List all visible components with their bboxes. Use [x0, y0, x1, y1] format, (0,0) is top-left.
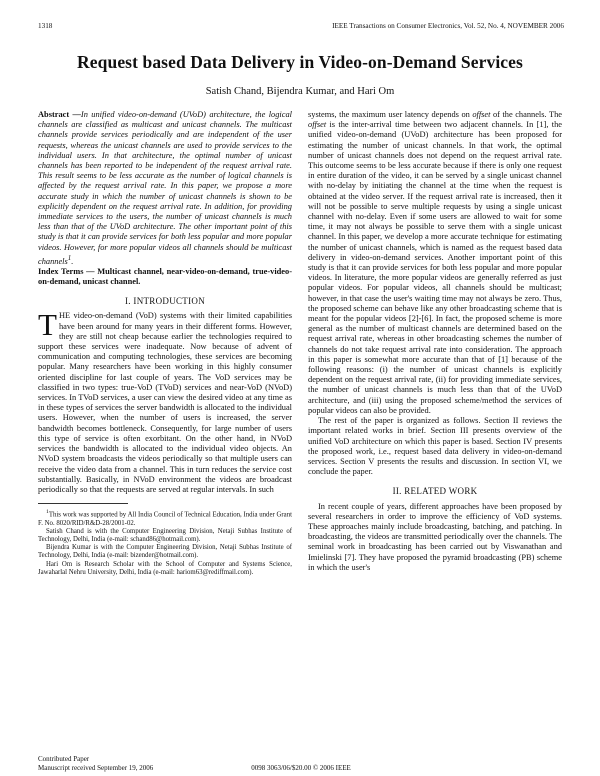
footnote-author-1: Satish Chand is with the Computer Engineering Division, Netaji Subhas Institute of Technology, Delhi, India (e-mail: schand86@hotmail.com).: [38, 527, 292, 543]
intro-cont-c: is the inter-arrival time between two adjacent channels. In [1], the unified video-on-demand (UVoD) architecture has been proposed for estimating the number of unicast channels. In that work, the optimal number of unicast channels does not depend on the request arrival rate. This outcome seems to be less accurate because if there is only one request in entire duration of the video, it can be served by a single unicast channel with no-delay by initiating the channel at the time when the request is obtained at the video server. If the request arrival rate is increased, then it will not be possible to serve multiple requests by using a single unicast channel with no-delay. Even if some users are allowed to wait for some time, it may not always be possible to serve them with a single unicast channel. In this paper, we develop a more accurate technique for estimating the number of unicast channels, which is named as the request based data delivery in video-on-demand services. Another important point of this study is that it can provide services for both less popular and more popular videos. In literature, the more popular videos are generally referred as just popular videos. For popular videos, all channels should be multicast; however, in that case the user's waiting time may not always be zero. Thus, the proposed scheme can behave like any other broadcasting scheme that is meant for the popular videos [2]-[6]. In fact, the proposed scheme is more general as the number of multicast channels are determined based on the request arrival rate, whereas in other broadcasting schemes the number of channels do not take request arrival rate into consideration. The approach in this paper is somewhat more accurate than that of [1] because of the following reasons: (i) the number of unicast channels is explicitly dependent on the request arrival rate, (ii) for providing immediate services, the number of unicast channels is much less than that of the UVoD architecture, and (iii) using the proposed scheme/method the services of popular videos can also be provided.: [308, 120, 562, 415]
abstract-footnote-mark: 1: [67, 253, 72, 262]
intro-cont-a: systems, the maximum user latency depends on: [308, 110, 473, 119]
copyright-line: 0098 3063/06/$20.00 © 2006 IEEE: [251, 764, 351, 772]
index-terms: Index Terms — Multicast channel, near-video-on-demand, true-video-on-demand, unicast channel.: [38, 266, 292, 287]
author-list: Satish Chand, Bijendra Kumar, and Hari Om: [205, 86, 395, 97]
intro-cont-b: of the channels. The: [490, 110, 562, 119]
journal-citation: IEEE Transactions on Consumer Electronics, Vol. 52, No. 4, NOVEMBER 2006: [332, 22, 564, 30]
drop-cap: T: [38, 307, 57, 343]
abstract-end: .: [71, 256, 74, 266]
footnote-mark: 1: [46, 509, 49, 516]
right-column: [308, 110, 562, 573]
footnote-funding: [38, 508, 292, 528]
related-work-paragraph: In recent couple of years, different approaches have been proposed by several researchers in order to improve the efficiency of VoD systems. These approaches mainly include broadcasting, batching, and patching. In broadcasting, the videos are transmitted periodically over the channels. The seminal work in broadcasting has been carried out by Viswanathan and Imielinski [7]. They have proposed the pyramid broadcasting (PB) scheme in which the user's: [308, 501, 562, 572]
footnote-rule: [38, 503, 128, 504]
abstract-text: In unified video-on-demand (UVoD) architecture, the logical channels are classified as multicast and unicast channels. The multicast channels provide services periodically and are independent of the user requests, whereas the unicast channels are used to provide services to the individual users. In that architecture, the optimal number of unicast channels has been reported to be independent of the request arrival rate. This result seems to be less accurate as the number of logical channels is affected by the request arrival rate. In this paper, we propose a more accurate study in which the number of unicast channels is shown to be explicitly dependent on the request arrival rate. In addition, for providing immediate services to the users, the number of unicast channels is much less than that of the UVoD architecture. The other important point of this study is that it can provide services for both less popular and more popular videos. However, for more popular videos all channels should be multicast channels: [38, 110, 292, 266]
intro-continued: [308, 110, 562, 416]
contributed-label: Contributed Paper: [38, 755, 90, 763]
abstract: [38, 110, 292, 267]
manuscript-date: Manuscript received September 19, 2006: [38, 764, 154, 772]
footnotes: [38, 508, 292, 577]
left-column: [38, 110, 292, 577]
abstract-label: Abstract —: [38, 110, 81, 119]
page-number: 1318: [38, 22, 53, 30]
footnote-author-3: Hari Om is Research Scholar with the School of Computer and Systems Science, Jawaharlal Nehru University, Delhi, India (e-mail: hariom63@rediffmail.com).: [38, 560, 292, 576]
section-heading-introduction: I. INTRODUCTION: [125, 296, 205, 307]
intro-text: HE video-on-demand (VoD) systems with their limited capabilities have been around for many years in their different forms. However, they are still not cheap because earlier the technologies required to support these services were inadequate. Now because of advent of communication and computing technologies, these services are becoming popular. Many researchers have been working in this highly consumer oriented discipline for last couple of years. The VoD services may be classified in two types: true-VoD (TVoD) services and near-VoD (NVoD) services. In TVoD services, a user can view the desired video at any time as in these types of services the server bandwidth is allocated to the individual users. However, when the number of users is increased, the server bandwidth becomes bottleneck. Consequently, for large number of users this type of service is often exorbitant. On the other hand, in NVoD services the bandwidth is allocated to the individual video objects. An NVoD system broadcasts the videos periodically so that multiple users can receive the video data from a channel. This in turn reduces the service cost substantially. Basically, in NVoD environment the videos are broadcast periodically so that the requests are served at regular intervals. In such: [38, 311, 292, 494]
footnote-funding-text: This work was supported by All India Council of Technical Education, India under Grant F. No. 8020/RID/R&D-28/2001-02.: [38, 511, 292, 527]
term-offset: offset: [308, 120, 327, 130]
footnote-author-2: Bijendra Kumar is with the Computer Engineering Division, Netaji Subhas Institute of Technology, Delhi, India (e-mail: bizender@hotmail.com).: [38, 544, 292, 560]
intro-paragraph: [38, 307, 292, 495]
section-heading-related-work: II. RELATED WORK: [392, 486, 478, 497]
term-offset: offset: [472, 110, 491, 119]
organization-paragraph: The rest of the paper is organized as follows. Section II reviews the important related works in brief. Section III presents overview of the unified VoD architecture on which this paper is based. Section IV presents the proposed work, i.e., request based data delivery in video-on-demand services. Section V presents the results and discussion. In section VI, we conclude the paper.: [308, 416, 562, 477]
paper-title: Request based Data Delivery in Video-on-Demand Services: [77, 52, 523, 72]
